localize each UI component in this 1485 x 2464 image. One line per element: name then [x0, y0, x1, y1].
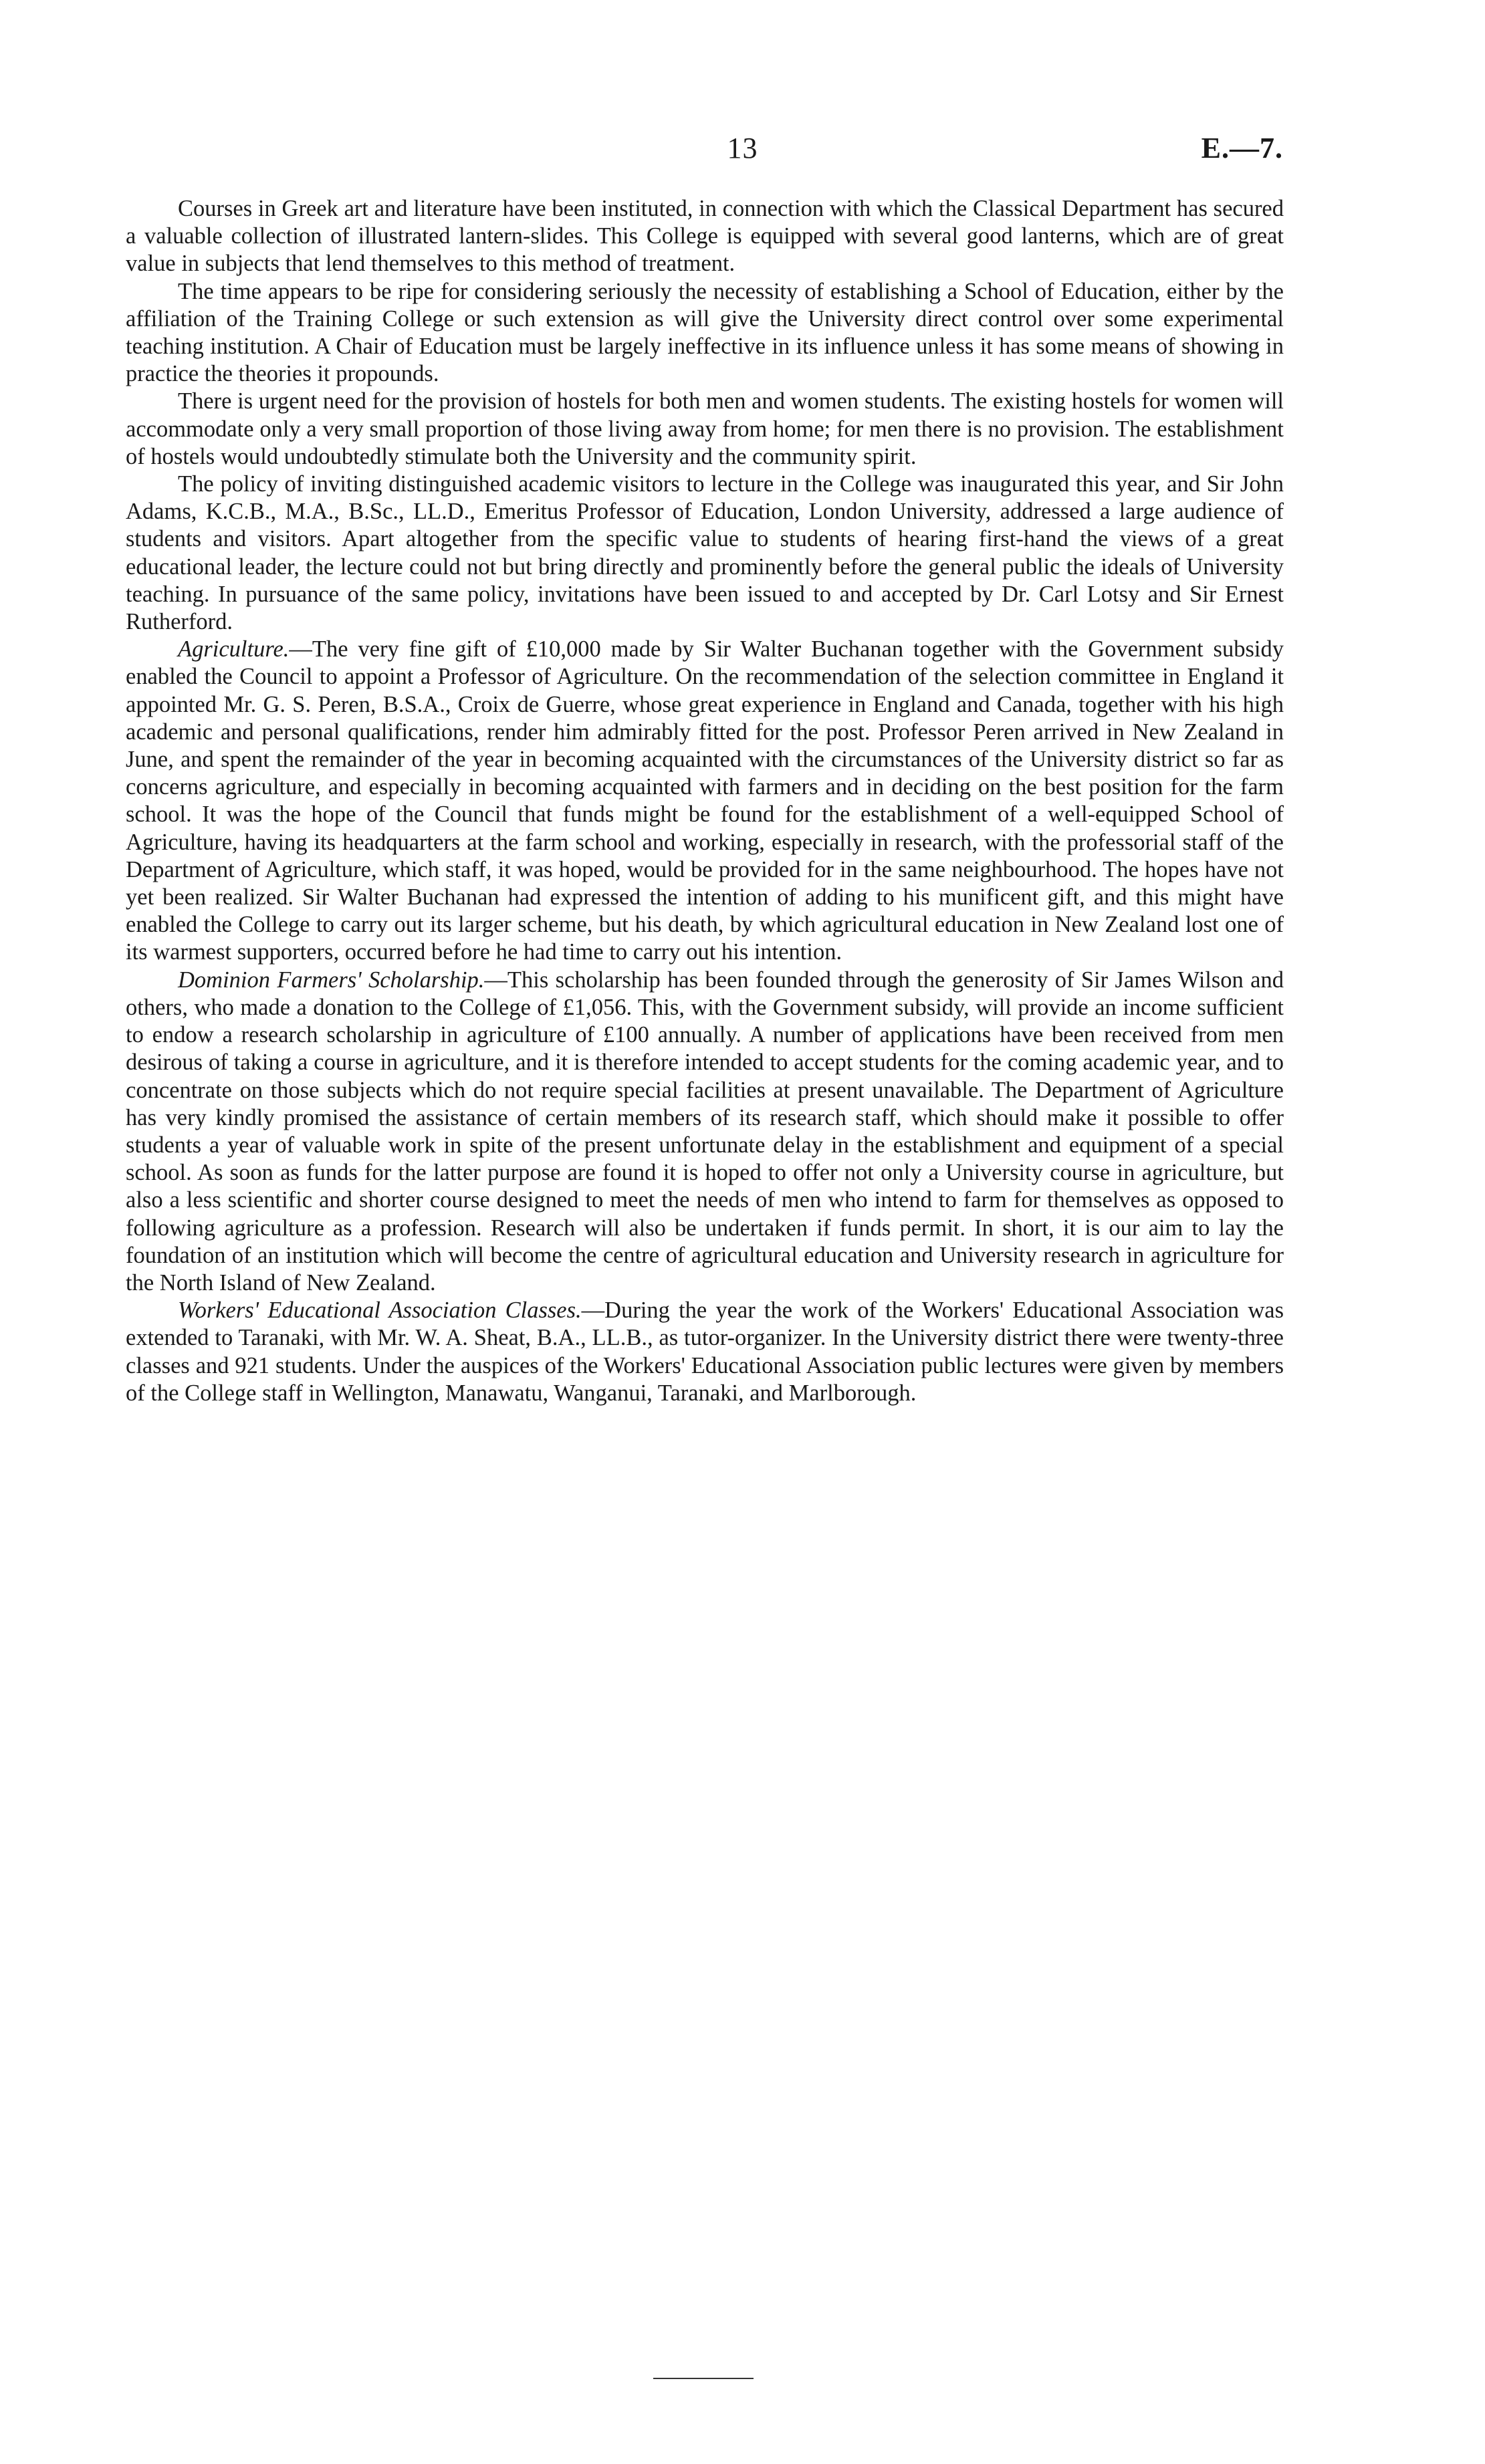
- series-identifier: E.—7.: [1201, 132, 1283, 164]
- paragraph-text: The policy of inviting distinguished academic visitors to lecture in the College was inaugurated this year, and Sir John Adams, K.C.B., M.A., B.Sc., LL.D., Emeritus Professor of Education, London University, addressed a large audience of students and visitors. Apart altogether from the specific value to students of hearing first-hand the views of a great educational leader, the lecture could not but bring directly and prominently before the general public the ideals of University teaching. In pursuance of the same policy, invitations have been issued to and accepted by Dr. Carl Lotsy and Sir Ernest Rutherford.: [126, 471, 1284, 635]
- paragraph-greek-art: [126, 195, 1284, 278]
- paragraph-text: There is urgent need for the provision of hostels for both men and women students. The existing hostels for women will accommodate only a very small proportion of those living away from home; for men there is no provision. The establishment of hostels would undoubtedly stimulate both the University and the community spirit.: [126, 388, 1284, 469]
- paragraph-text: —The very fine gift of £10,000 made by Sir Walter Buchanan together with the Government subsidy enabled the Council to appoint a Professor of Agriculture. On the recommendation of the selection committee in England it appointed Mr. G. S. Peren, B.S.A., Croix de Guerre, whose great experience in England and Canada, together with his high academic and personal qualifications, render him admirably fitted for the post. Professor Peren arrived in New Zealand in June, and spent the remainder of the year in becoming acquainted with the circumstances of the University district so far as concerns agriculture, and especially in becoming acquainted with farmers and in deciding on the best position for the farm school. It was the hope of the Council that funds might be found for the establishment of a well-equipped School of Agriculture, having its headquarters at the farm school and working, especially in research, with the professorial staff of the Department of Agriculture, which staff, it was hoped, would be provided for in the same neighbourhood. The hopes have not yet been realized. Sir Walter Buchanan had expressed the intention of adding to his munificent gift, and this might have enabled the College to carry out its larger scheme, but his death, by which agricultural education in New Zealand lost one of its warmest supporters, occurred before he had time to carry out his intention.: [126, 636, 1284, 965]
- paragraph-text: —During the year the work of the Workers' Educational Association was extended to Taranaki, with Mr. W. A. Sheat, B.A., LL.B., as tutor-organizer. In the University district there were twenty-three classes and 921 students. Under the auspices of the Workers' Educational Association public lectures were given by members of the College staff in Wellington, Manawatu, Wanganui, Taranaki, and Marlborough.: [126, 1298, 1284, 1406]
- page-number: 13: [727, 132, 758, 164]
- paragraph-heading: Agriculture.: [178, 636, 290, 662]
- paragraph-text: The time appears to be ripe for considering seriously the necessity of establishing a School of Education, either by the affiliation of the Training College or such extension as will give the University direct control over some experimental teaching institution. A Chair of Education must be largely ineffective in its influence unless it has some means of showing in practice the theories it propounds.: [126, 278, 1284, 387]
- paragraph-heading: Dominion Farmers' Scholarship.: [178, 967, 485, 993]
- paragraph-agriculture: [126, 636, 1284, 966]
- closing-rule: [653, 2378, 754, 2379]
- paragraph-wea-classes: [126, 1297, 1284, 1407]
- paragraph-text: Courses in Greek art and literature have been instituted, in connection with which the Classical Department has secured a valuable collection of illustrated lantern-slides. This College is equipped with several good lanterns, which are of great value in subjects that lend themselves to this method of treatment.: [126, 196, 1284, 277]
- paragraph-farmers-scholarship: [126, 967, 1284, 1297]
- paragraph-school-of-education: [126, 278, 1284, 388]
- paragraph-academic-visitors: [126, 471, 1284, 636]
- paragraph-hostels: [126, 388, 1284, 471]
- paragraph-heading: Workers' Educational Association Classes.: [178, 1298, 582, 1324]
- body-text: [126, 195, 1284, 1407]
- paragraph-text: —This scholarship has been founded through the generosity of Sir James Wilson and others, who made a donation to the College of £1,056. This, with the Government subsidy, will provide an income sufficient to endow a research scholarship in agriculture of £100 annually. A number of applications have been received from men desirous of taking a course in agriculture, and it is therefore intended to accept students for the coming academic year, and to concentrate on those subjects which do not require special facilities at present unavailable. The Department of Agriculture has very kindly promised the assistance of certain members of its research staff, which should make it possible to offer students a year of valuable work in spite of the present unfortunate delay in the establishment and equipment of a special school. As soon as funds for the latter purpose are found it is hoped to offer not only a University course in agriculture, but also a less scientific and shorter course designed to meet the needs of men who intend to farm for themselves as opposed to following agriculture as a profession. Research will also be undertaken if funds permit. In short, it is our aim to lay the foundation of an institution which will become the centre of agricultural education and University research in agriculture for the North Island of New Zealand.: [126, 967, 1284, 1296]
